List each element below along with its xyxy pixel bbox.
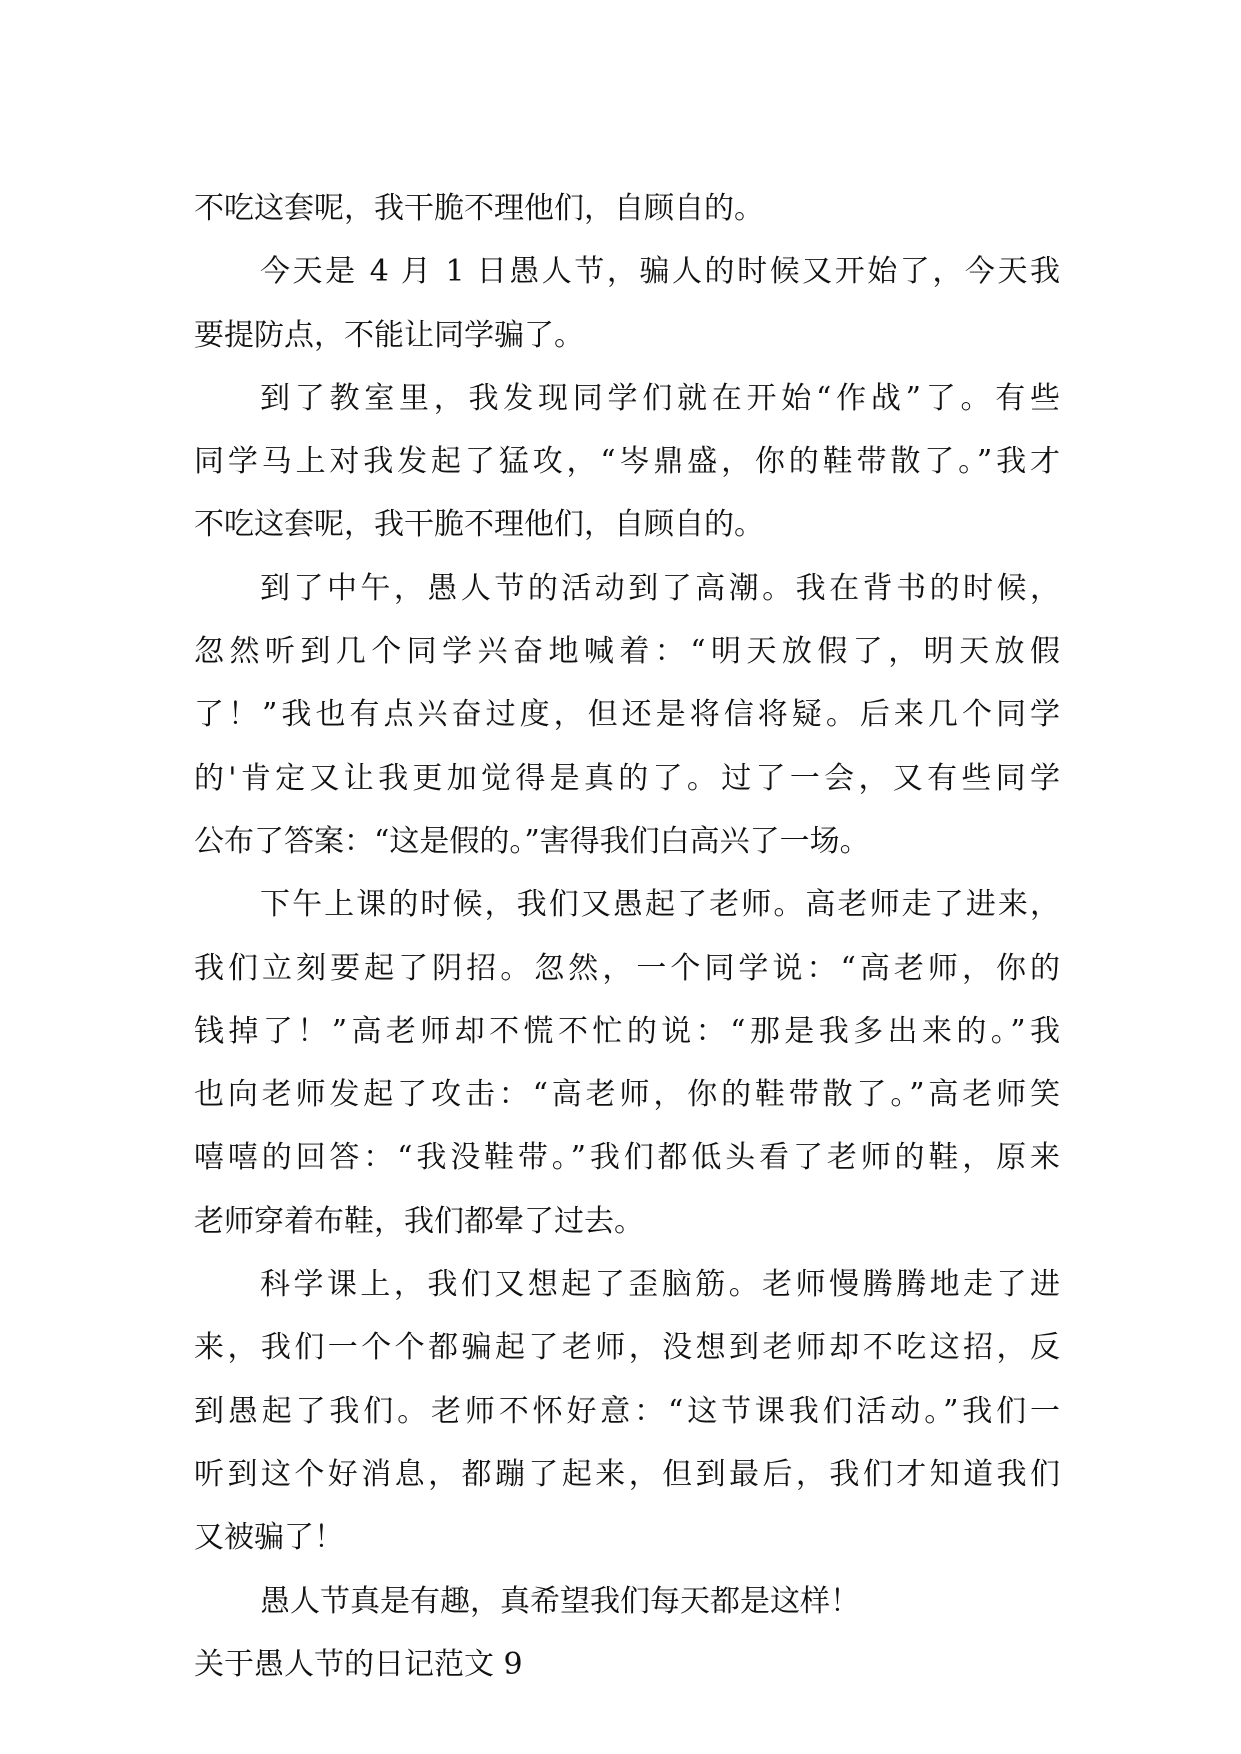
paragraph-line: 不吃这套呢，我干脆不理他们，自顾自的。 (194, 191, 764, 226)
paragraph-line: 又被骗了！ (194, 1520, 344, 1556)
paragraph (194, 1253, 1060, 1569)
paragraph-line: 我们立刻要起了阴招。忽然，一个同学说：“高老师，你的 (194, 950, 1060, 986)
paragraph-line: 今天是 4 月 1 日愚人节，骗人的时候又开始了，今天我 (260, 254, 1060, 290)
paragraph-line: 到了教室里，我发现同学们就在开始“作战”了。有些 (260, 380, 1060, 416)
paragraph-line: 钱掉了！”高老师却不慌不忙的说：“那是我多出来的。”我 (194, 1013, 1060, 1049)
paragraph-line: 听到这个好消息，都蹦了起来，但到最后，我们才知道我们 (194, 1456, 1060, 1492)
paragraph-line: 老师穿着布鞋，我们都晕了过去。 (194, 1203, 644, 1239)
paragraph-line: 要提防点，不能让同学骗了。 (194, 317, 584, 353)
paragraph-line: 不吃这套呢，我干脆不理他们，自顾自的。 (194, 507, 764, 543)
paragraph (194, 240, 1060, 367)
paragraph-line: 也向老师发起了攻击：“高老师，你的鞋带散了。”高老师笑 (194, 1077, 1060, 1113)
paragraph-line: 嘻嘻的回答：“我没鞋带。”我们都低头看了老师的鞋，原来 (194, 1140, 1060, 1176)
paragraph-line: 的'肯定又让我更加觉得是真的了。过了一会，又有些同学 (194, 760, 1060, 796)
paragraph (194, 557, 1060, 873)
paragraph-line: 到愚起了我们。老师不怀好意：“这节课我们活动。”我们一 (194, 1393, 1060, 1429)
paragraph (194, 1570, 1060, 1633)
paragraph-line: 科学课上，我们又想起了歪脑筋。老师慢腾腾地走了进 (260, 1267, 1060, 1303)
paragraph (194, 367, 1060, 557)
section-heading: 关于愚人节的日记范文 9 (194, 1646, 523, 1682)
paragraph-line: 下午上课的时候，我们又愚起了老师。高老师走了进来， (260, 887, 1060, 923)
paragraph-line: 同学马上对我发起了猛攻，“岑鼎盛，你的鞋带散了。”我才 (194, 444, 1060, 480)
paragraph-line: 到了中午，愚人节的活动到了高潮。我在背书的时候， (260, 570, 1060, 606)
paragraph-continued (194, 177, 1060, 240)
paragraph-line: 公布了答案：“这是假的。”害得我们白高兴了一场。 (194, 823, 870, 859)
document-body (194, 177, 1060, 1696)
paragraph-line: 忽然听到几个同学兴奋地喊着：“明天放假了，明天放假 (194, 634, 1060, 670)
paragraph (194, 873, 1060, 1253)
paragraph-line: 了！”我也有点兴奋过度，但还是将信将疑。后来几个同学 (194, 697, 1060, 733)
paragraph-line: 愚人节真是有趣，真希望我们每天都是这样！ (260, 1583, 860, 1619)
paragraph-line: 来，我们一个个都骗起了老师，没想到老师却不吃这招，反 (194, 1330, 1060, 1366)
